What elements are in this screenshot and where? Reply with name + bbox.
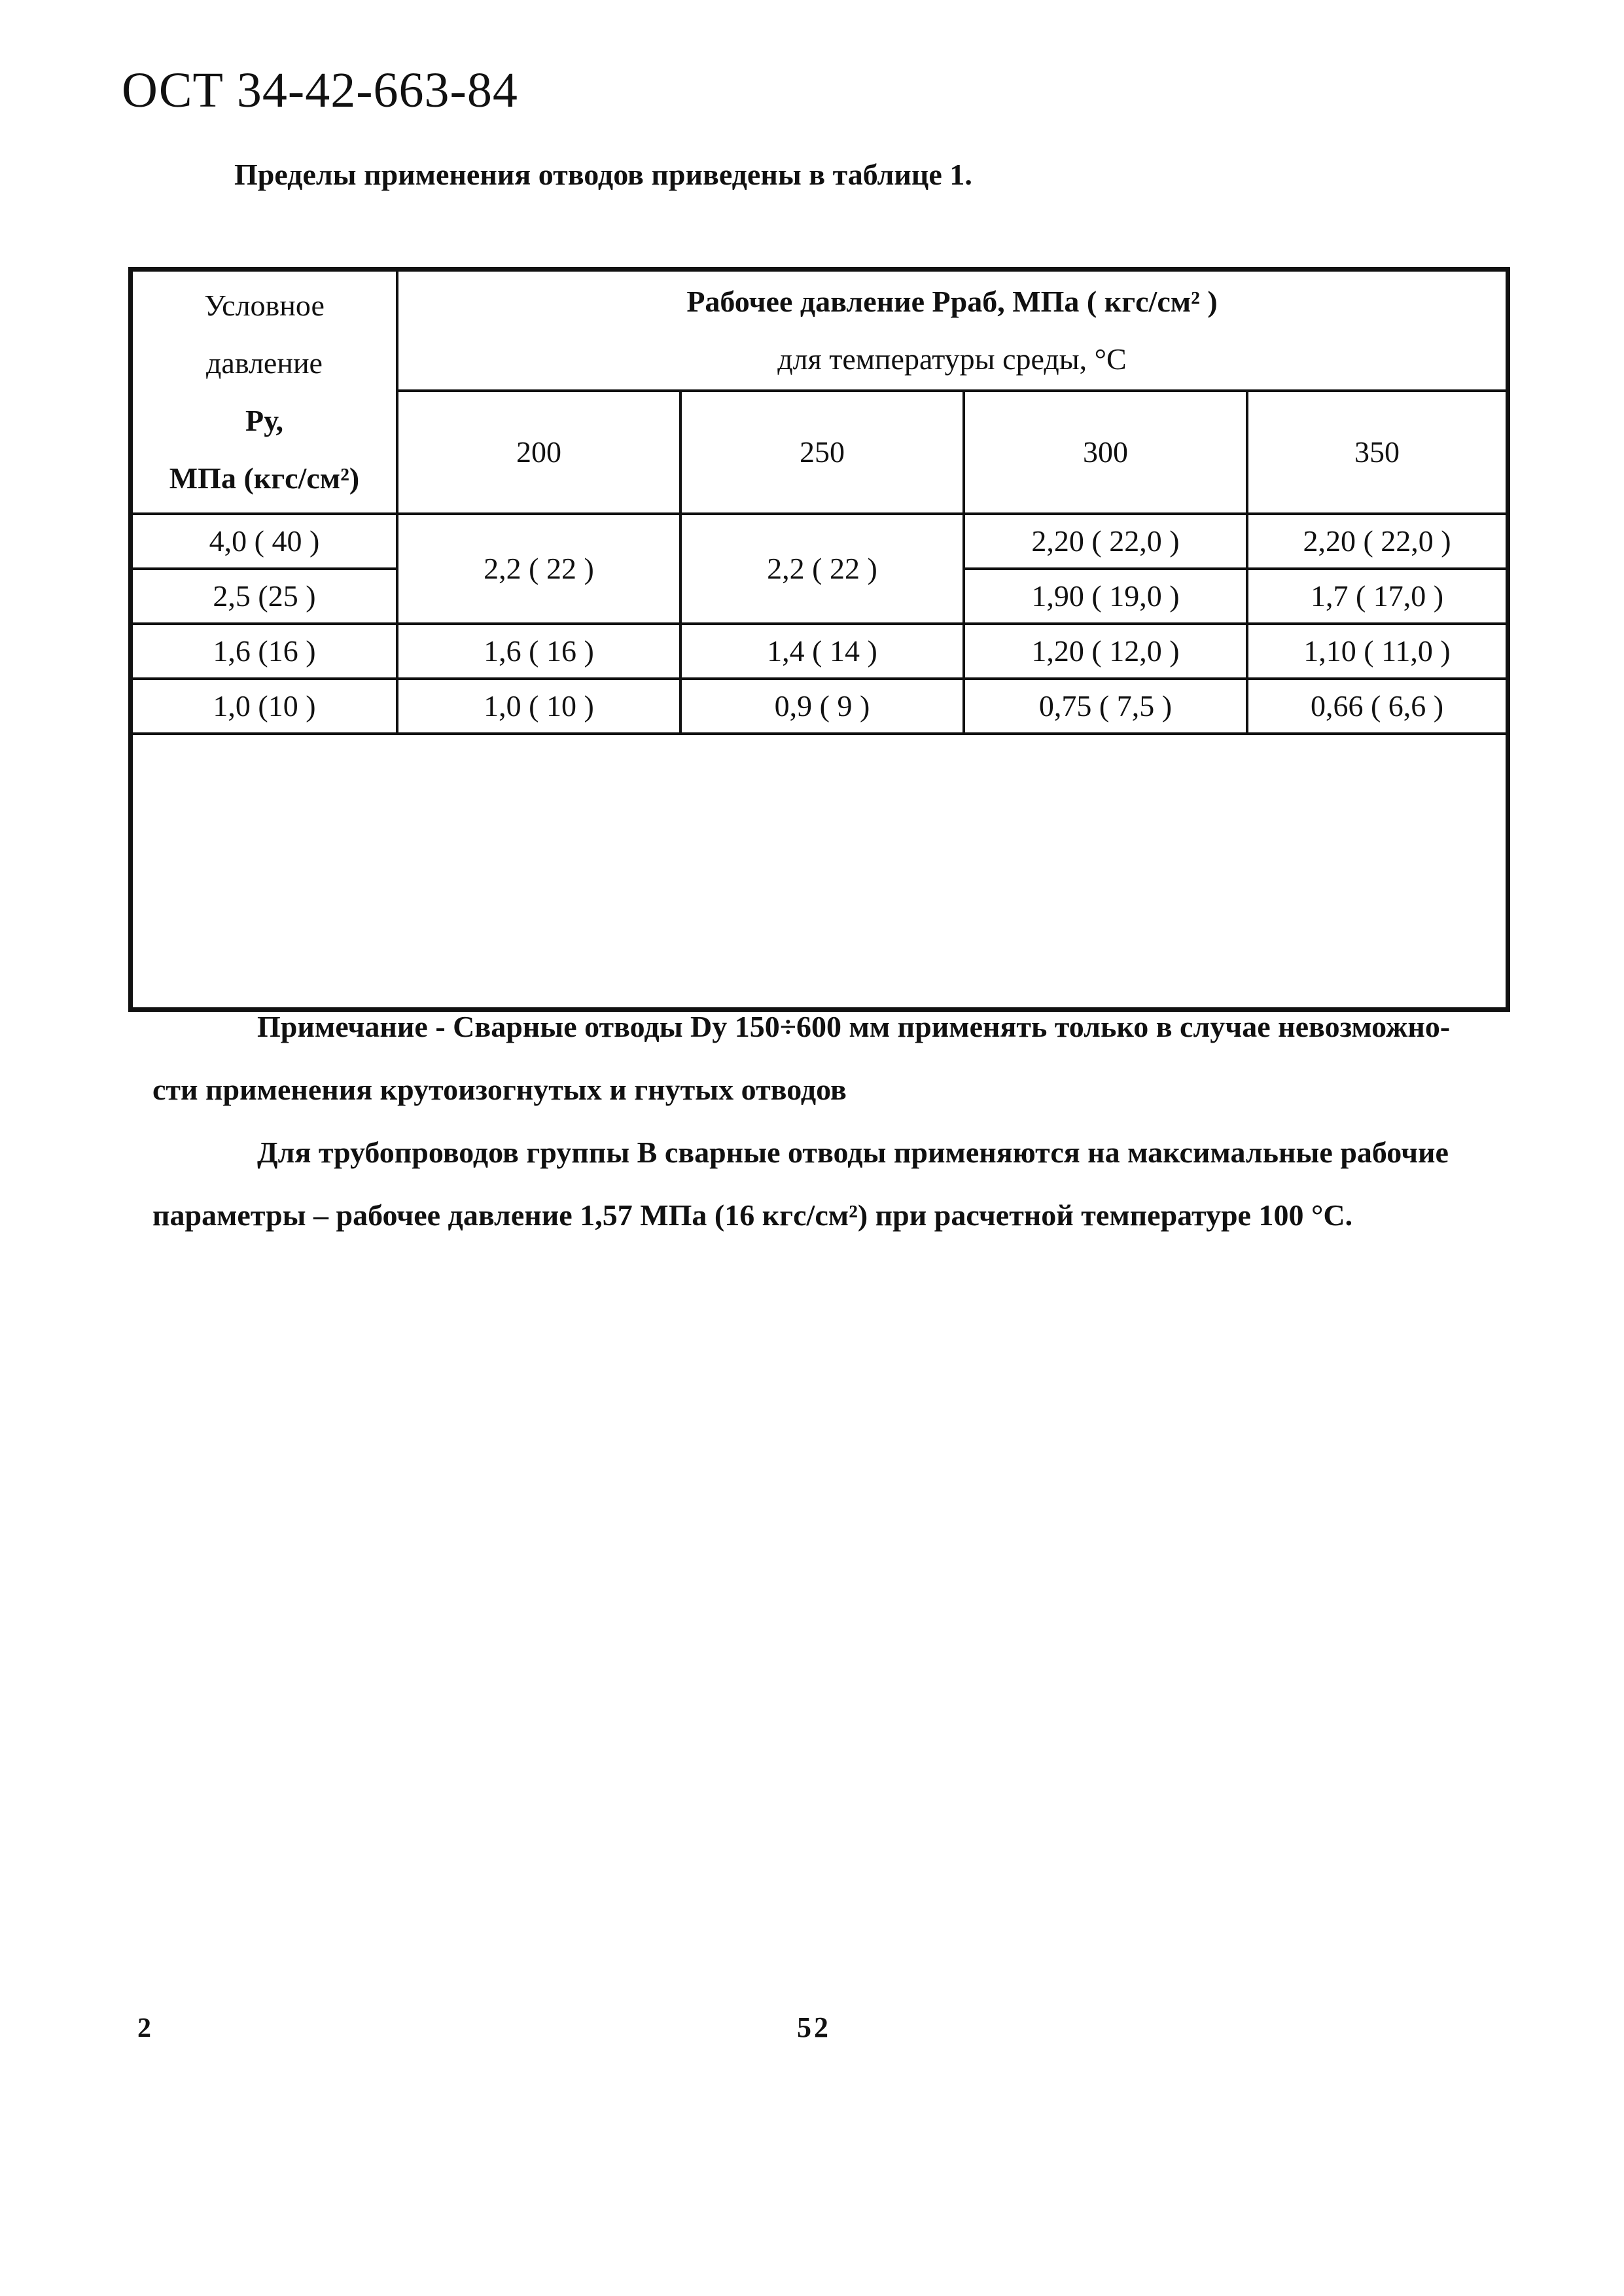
header-temp-250: 250	[680, 391, 964, 514]
sheet-number: 52	[797, 2011, 831, 2043]
limits-table-frame	[128, 267, 1510, 1232]
cell-t300: 0,75 ( 7,5 )	[964, 679, 1247, 734]
cell-py: 2,5 (25 )	[133, 569, 397, 624]
cell-t350: 1,7 ( 17,0 )	[1247, 569, 1506, 624]
cell-t350: 2,20 ( 22,0 )	[1247, 514, 1506, 569]
cell-t200: 1,0 ( 10 )	[397, 679, 680, 734]
header-temp-200: 200	[397, 391, 680, 514]
header-working-pressure	[397, 272, 1506, 391]
header-work-line1: Рабочее давление Рраб, МПа ( кгс/см² )	[686, 285, 1218, 318]
header-temp-300: 300	[964, 391, 1247, 514]
cell-py: 1,0 (10 )	[133, 679, 397, 734]
cell-t350: 0,66 ( 6,6 )	[1247, 679, 1506, 734]
cell-py: 4,0 ( 40 )	[133, 514, 397, 569]
note-line1: Примечание - Сварные отводы Dy 150÷600 мм применять только в случае невозможно-	[257, 1010, 1451, 1043]
note-line2: сти применения крутоизогнутых и гнутых отводов	[152, 1073, 847, 1106]
table-row	[133, 679, 1506, 734]
header-cond-line3: Ру,	[245, 404, 283, 437]
note-line4: параметры – рабочее давление 1,57 МПа (16 кгс/см²) при расчетной температуре 100 °С.	[152, 1198, 1353, 1232]
document-code: ОСТ 34-42-663-84	[122, 63, 518, 118]
header-cond-line1: Условное	[204, 289, 325, 322]
cell-t350: 1,10 ( 11,0 )	[1247, 624, 1506, 679]
table-row	[133, 514, 1506, 569]
cell-t300: 1,90 ( 19,0 )	[964, 569, 1247, 624]
cell-t250: 2,2 ( 22 )	[680, 514, 964, 624]
cell-t300: 1,20 ( 12,0 )	[964, 624, 1247, 679]
cell-py: 1,6 (16 )	[133, 624, 397, 679]
header-work-line2: для температуры среды, °С	[777, 342, 1127, 376]
limits-table	[133, 272, 1506, 735]
intro-text: Пределы применения отводов приведены в таблице 1.	[234, 158, 972, 191]
cell-t250: 1,4 ( 14 )	[680, 624, 964, 679]
page-number: 2	[137, 2013, 151, 2043]
cell-t300: 2,20 ( 22,0 )	[964, 514, 1247, 569]
header-nominal-pressure	[133, 272, 397, 514]
cell-t200: 2,2 ( 22 )	[397, 514, 680, 624]
table-note	[133, 996, 1506, 1247]
cell-t250: 0,9 ( 9 )	[680, 679, 964, 734]
header-cond-line4: МПа (кгс/см²)	[169, 461, 360, 495]
note-line3: Для трубопроводов группы В сварные отводы применяются на максимальные рабочие	[257, 1136, 1449, 1169]
cell-t200: 1,6 ( 16 )	[397, 624, 680, 679]
header-cond-line2: давление	[206, 346, 323, 380]
table-row	[133, 624, 1506, 679]
header-temp-350: 350	[1247, 391, 1506, 514]
